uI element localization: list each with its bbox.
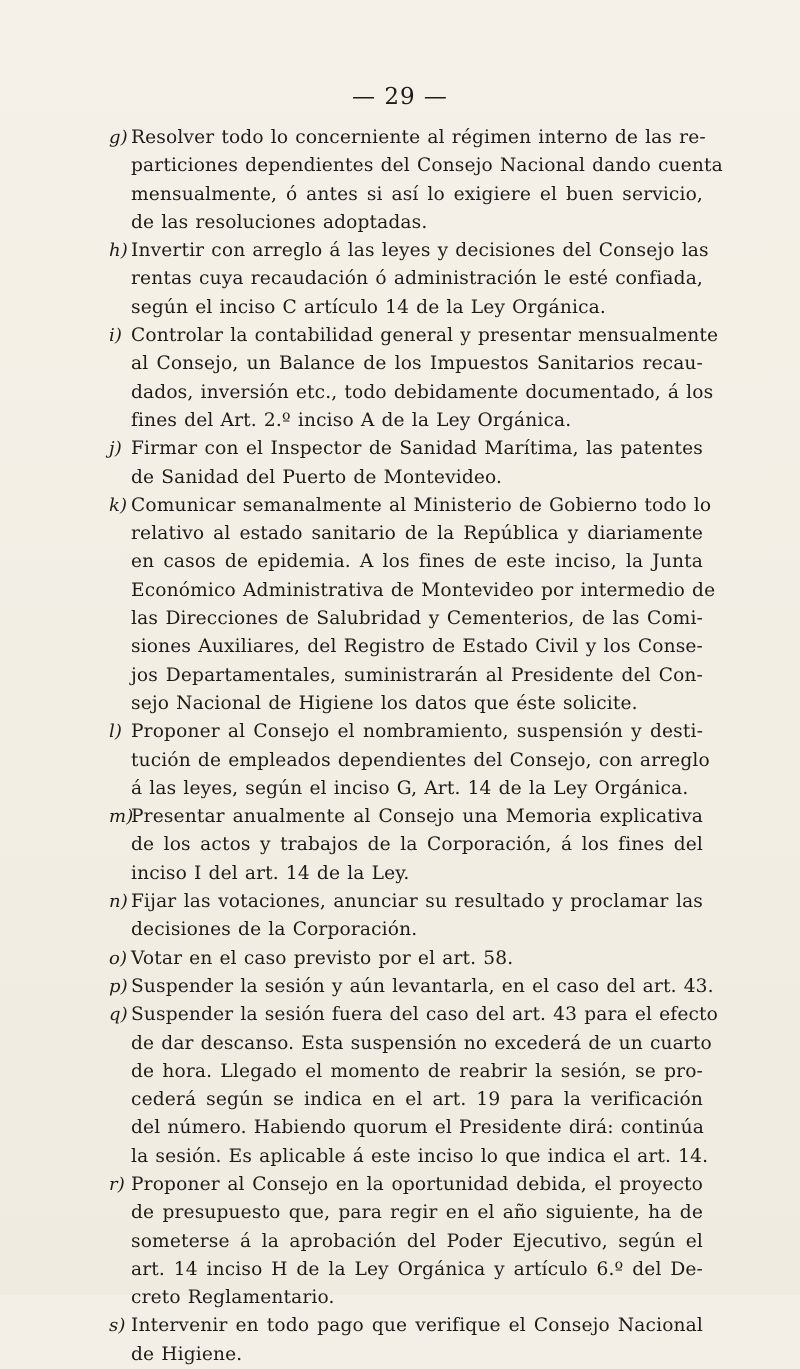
item-marker: m)	[109, 806, 134, 828]
text-line: de dar descanso. Esta suspensión no excederá de un cuarto	[131, 1032, 712, 1054]
text-line: cederá según se indica en el art. 19 para la verificación	[131, 1089, 703, 1111]
text-line: Económico Administrativa de Montevideo por intermedio de	[131, 579, 716, 601]
text-line: tución de empleados dependientes del Consejo, con arreglo	[131, 749, 710, 771]
text-line: relativo al estado sanitario de la República y diariamente	[131, 523, 703, 545]
item-marker: s)	[109, 1315, 126, 1337]
item-marker: r)	[109, 1173, 125, 1195]
text-line: Intervenir en todo pago que verifique el Consejo Nacional	[131, 1315, 703, 1337]
text-line: art. 14 inciso H de la Ley Orgánica y artículo 6.º del De-	[131, 1258, 703, 1280]
text-line: Suspender la sesión fuera del caso del art. 43 para el efecto	[131, 1004, 719, 1026]
list-item	[109, 1171, 703, 1312]
text-line: las Direcciones de Salubridad y Cementerios, de las Comi-	[131, 608, 703, 630]
text-line: siones Auxiliares, del Registro de Estado Civil y los Conse-	[131, 636, 703, 658]
item-marker: h)	[109, 240, 128, 262]
text-line: dados, inversión etc., todo debidamente documentado, á los	[131, 381, 714, 403]
list-item	[109, 1001, 719, 1171]
text-line: Resolver todo lo concerniente al régimen interno de las re-	[131, 127, 706, 148]
text-line: sejo Nacional de Higiene los datos que éste solicite.	[131, 692, 638, 714]
list-item	[109, 803, 703, 888]
text-line: inciso I del art. 14 de la Ley.	[131, 862, 410, 884]
text-line: Proponer al Consejo el nombramiento, suspensión y desti-	[131, 721, 703, 743]
item-marker: k)	[109, 494, 128, 516]
list-item	[109, 1312, 703, 1369]
list-item	[109, 322, 719, 435]
text-line: en casos de epidemia. A los fines de este inciso, la Junta	[131, 551, 703, 573]
text-line: la sesión. Es aplicable á este inciso lo que indica el art. 14.	[131, 1145, 709, 1167]
text-line: Invertir con arreglo á las leyes y decisiones del Consejo las	[131, 240, 709, 262]
page-number: — 29 —	[352, 84, 448, 110]
text-line: jos Departamentales, suministrarán al Presidente del Con-	[131, 664, 703, 686]
item-marker: g)	[109, 127, 128, 148]
list-item	[109, 124, 723, 237]
article-list	[109, 124, 723, 1369]
text-line: de hora. Llegado el momento de reabrir la sesión, se pro-	[131, 1060, 703, 1082]
text-line: decisiones de la Corporación.	[131, 919, 418, 941]
text-line: de Higiene.	[131, 1343, 243, 1365]
text-line: Controlar la contabilidad general y presentar mensualmente	[131, 325, 719, 347]
text-line: creto Reglamentario.	[131, 1287, 335, 1309]
item-marker: p)	[109, 975, 128, 997]
text-line: según el inciso C artículo 14 de la Ley Orgánica.	[131, 296, 606, 318]
text-line: de las resoluciones adoptadas.	[131, 211, 428, 233]
list-item	[109, 492, 716, 718]
text-line: fines del Art. 2.º inciso A de la Ley Orgánica.	[131, 409, 572, 431]
text-line: de Sanidad del Puerto de Montevideo.	[131, 466, 503, 488]
list-item	[109, 973, 714, 1001]
text-line: del número. Habiendo quorum el Presidente dirá: continúa	[131, 1117, 704, 1139]
text-line: de los actos y trabajos de la Corporación, á los fines del	[131, 834, 703, 856]
text-line: Suspender la sesión y aún levantarla, en el caso del art. 43.	[131, 975, 714, 997]
text-line: Votar en el caso previsto por el art. 58.	[131, 947, 514, 969]
text-line: Comunicar semanalmente al Ministerio de Gobierno todo lo	[131, 494, 712, 516]
item-marker: j)	[109, 438, 122, 460]
list-item	[109, 435, 703, 492]
text-line: particiones dependientes del Consejo Nacional dando cuenta	[131, 155, 723, 177]
text-line: someterse á la aprobación del Poder Ejecutivo, según el	[131, 1230, 703, 1252]
text-line: al Consejo, un Balance de los Impuestos Sanitarios recau-	[131, 353, 703, 375]
list-item	[109, 718, 710, 803]
text-line: de presupuesto que, para regir en el año siguiente, ha de	[131, 1202, 703, 1224]
item-marker: n)	[109, 891, 128, 913]
text-line: Fijar las votaciones, anunciar su resultado y proclamar las	[131, 891, 703, 913]
text-line: Presentar anualmente al Consejo una Memoria explicativa	[131, 806, 703, 828]
text-line: Proponer al Consejo en la oportunidad debida, el proyecto	[131, 1173, 703, 1195]
list-item	[109, 237, 709, 322]
item-marker: i)	[109, 325, 123, 347]
text-line: Firmar con el Inspector de Sanidad Marítima, las patentes	[131, 438, 703, 460]
list-item	[109, 888, 703, 945]
item-marker: q)	[109, 1004, 128, 1026]
text-line: mensualmente, ó antes si así lo exigiere el buen servicio,	[131, 183, 703, 205]
text-line: rentas cuya recaudación ó administración le esté confiada,	[131, 268, 703, 290]
list-item	[109, 945, 703, 973]
item-marker: l)	[109, 721, 123, 743]
item-marker: o)	[109, 947, 128, 969]
text-line: á las leyes, según el inciso G, Art. 14 de la Ley Orgánica.	[131, 777, 689, 799]
